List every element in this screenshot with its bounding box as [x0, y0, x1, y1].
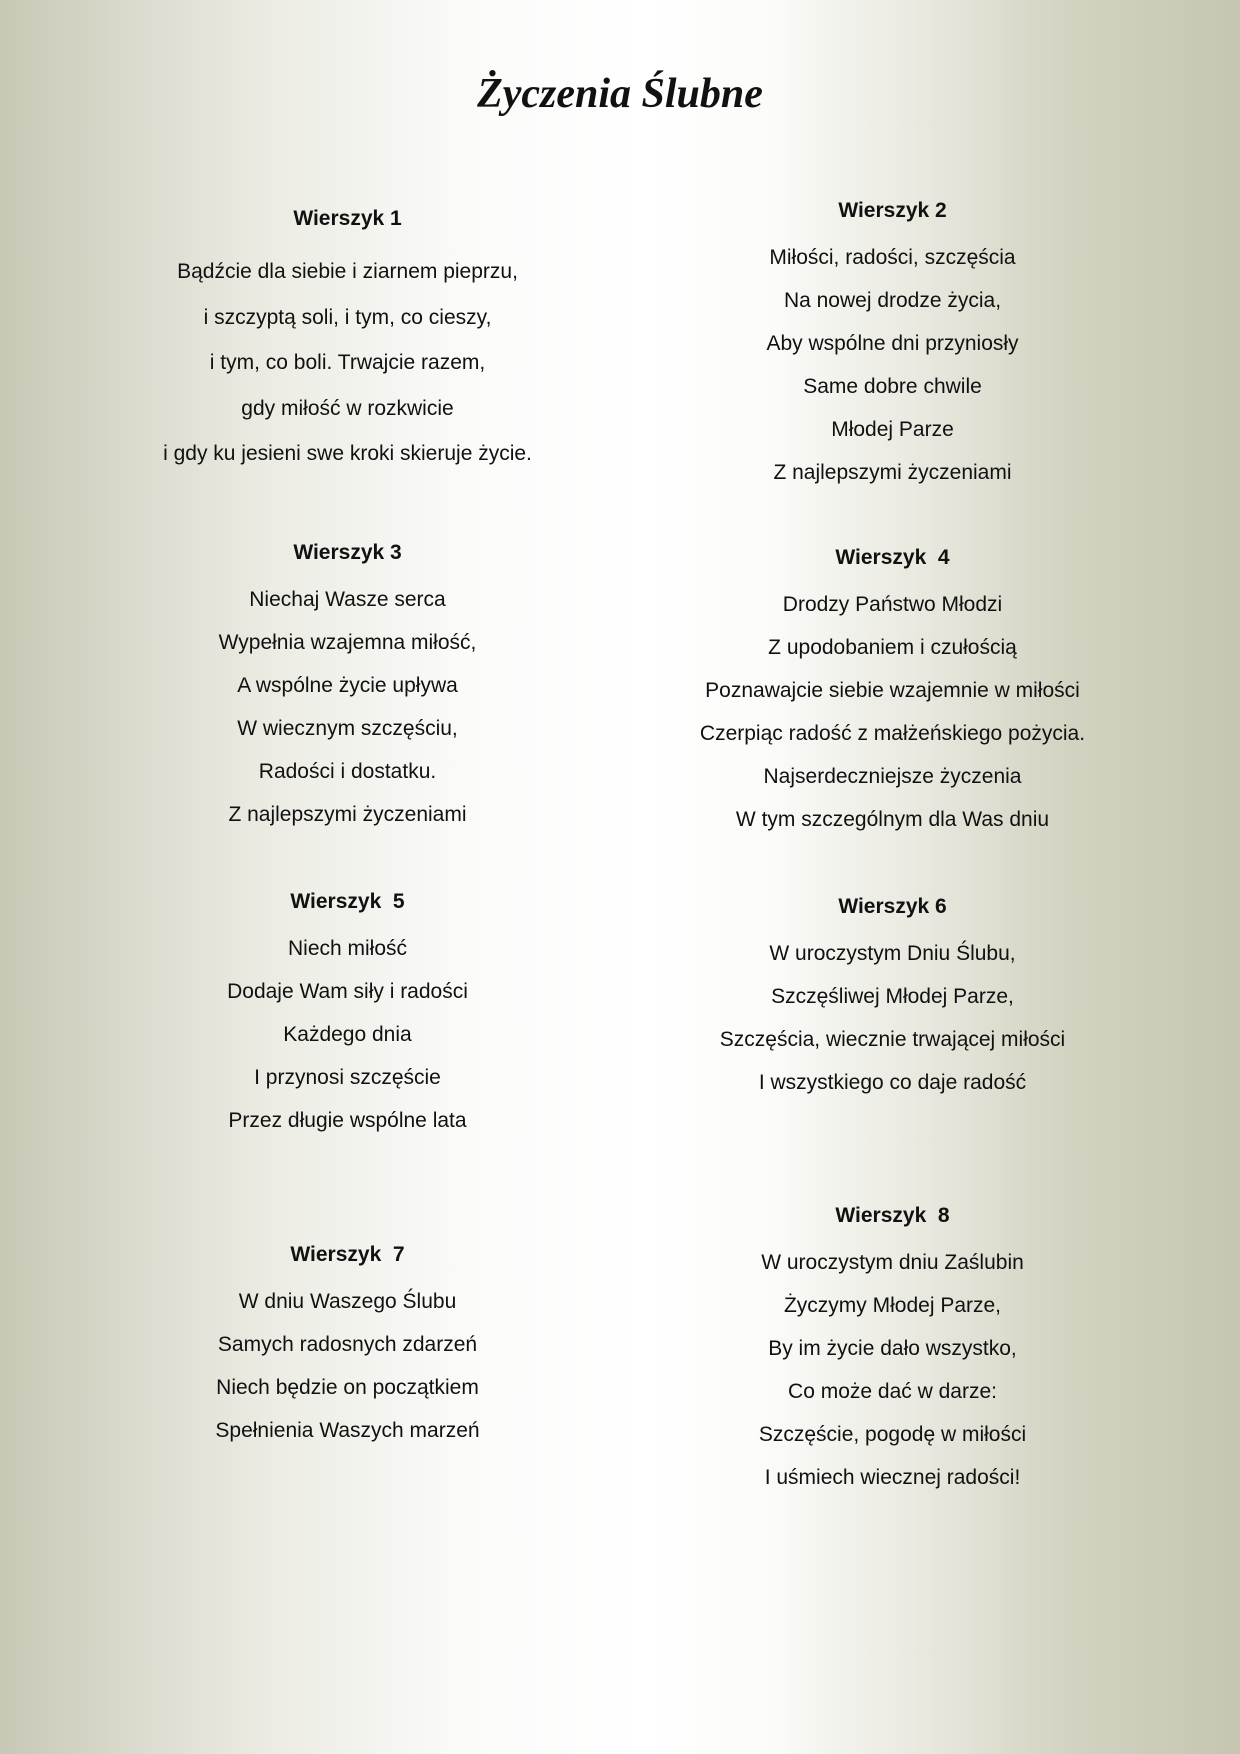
poem-block-4 [635, 544, 1150, 841]
poem-block-5 [90, 888, 605, 1142]
poem-line: Poznawajcie siebie wzajemnie w miłości [705, 679, 1080, 702]
poem-heading: Wierszyk 2 [838, 199, 947, 222]
poem-line: Szczęście, pogodę w miłości [758, 1423, 1027, 1446]
poem-heading: Wierszyk 5 [290, 890, 405, 913]
poem-line: Najserdeczniejsze życzenia [763, 765, 1022, 788]
poem-line: Samych radosnych zdarzeń [217, 1333, 478, 1356]
poem-block-2 [635, 197, 1150, 494]
poem-line: Bądźcie dla siebie i ziarnem pieprzu, [177, 260, 518, 283]
poem-line: Szczęśliwej Młodej Parze, [771, 985, 1014, 1008]
poem-line: gdy miłość w rozkwicie [241, 396, 454, 420]
poem-line: Aby wspólne dni przyniosły [766, 332, 1019, 355]
poem-line: Niech będzie on początkiem [216, 1376, 479, 1399]
poem-line: Same dobre chwile [803, 375, 982, 398]
poem-line: Każdego dnia [283, 1023, 412, 1046]
poem-line: i szczyptą soli, i tym, co cieszy, [203, 305, 492, 329]
poem-block-6 [635, 893, 1150, 1104]
poem-line: Życzymy Młodej Parze, [783, 1294, 1002, 1317]
poem-line: Wypełnia wzajemna miłość, [218, 631, 477, 654]
poem-line: Co może dać w darze: [788, 1380, 997, 1403]
poem-line: I wszystkiego co daje radość [758, 1071, 1027, 1094]
poem-line: W tym szczególnym dla Was dniu [735, 808, 1050, 831]
poem-line: I uśmiech wiecznej radości! [764, 1466, 1021, 1489]
poem-line: Dodaje Wam siły i radości [227, 980, 468, 1003]
poem-heading: Wierszyk 7 [290, 1243, 405, 1266]
poem-line: Z upodobaniem i czułością [768, 636, 1017, 659]
poem-line: Młodej Parze [831, 418, 954, 441]
page-title: Życzenia Ślubne [477, 71, 763, 117]
poem-line: Szczęścia, wiecznie trwającej miłości [719, 1028, 1066, 1051]
poem-block-1 [90, 205, 605, 477]
poem-line: Miłości, radości, szczęścia [769, 246, 1016, 269]
poem-line: Na nowej drodze życia, [783, 289, 1002, 312]
poem-line: Z najlepszymi życzeniami [228, 803, 467, 826]
poem-heading: Wierszyk 8 [835, 1204, 950, 1227]
poem-heading: Wierszyk 6 [838, 895, 947, 918]
poem-block-8 [635, 1202, 1150, 1499]
poem-block-3 [90, 539, 605, 836]
poem-line: A wspólne życie upływa [237, 674, 458, 697]
poem-line: I przynosi szczęście [254, 1066, 441, 1089]
poem-line: i tym, co boli. Trwajcie razem, [209, 351, 486, 374]
poem-line: Niechaj Wasze serca [249, 588, 446, 611]
poem-block-7 [90, 1241, 605, 1452]
poem-line: i gdy ku jesieni swe kroki skieruje życie. [163, 442, 532, 465]
poem-line: Radości i dostatku. [258, 760, 437, 783]
poem-heading: Wierszyk 3 [293, 541, 402, 564]
poem-line: Przez długie wspólne lata [228, 1109, 467, 1132]
poem-line: Niech miłość [287, 937, 408, 960]
poem-heading: Wierszyk 1 [293, 207, 402, 230]
poem-line: Czerpiąc radość z małżeńskiego pożycia. [699, 722, 1086, 745]
poem-line: W uroczystym dniu Zaślubin [761, 1251, 1024, 1274]
poem-line: W dniu Waszego Ślubu [238, 1290, 457, 1313]
poem-line: Spełnienia Waszych marzeń [215, 1419, 480, 1442]
poem-line: Drodzy Państwo Młodzi [782, 593, 1003, 616]
poem-line: Z najlepszymi życzeniami [773, 461, 1012, 484]
poem-line: W wiecznym szczęściu, [237, 717, 458, 740]
poem-line: By im życie dało wszystko, [768, 1337, 1017, 1360]
poem-heading: Wierszyk 4 [835, 546, 950, 569]
poem-line: W uroczystym Dniu Ślubu, [769, 942, 1016, 965]
